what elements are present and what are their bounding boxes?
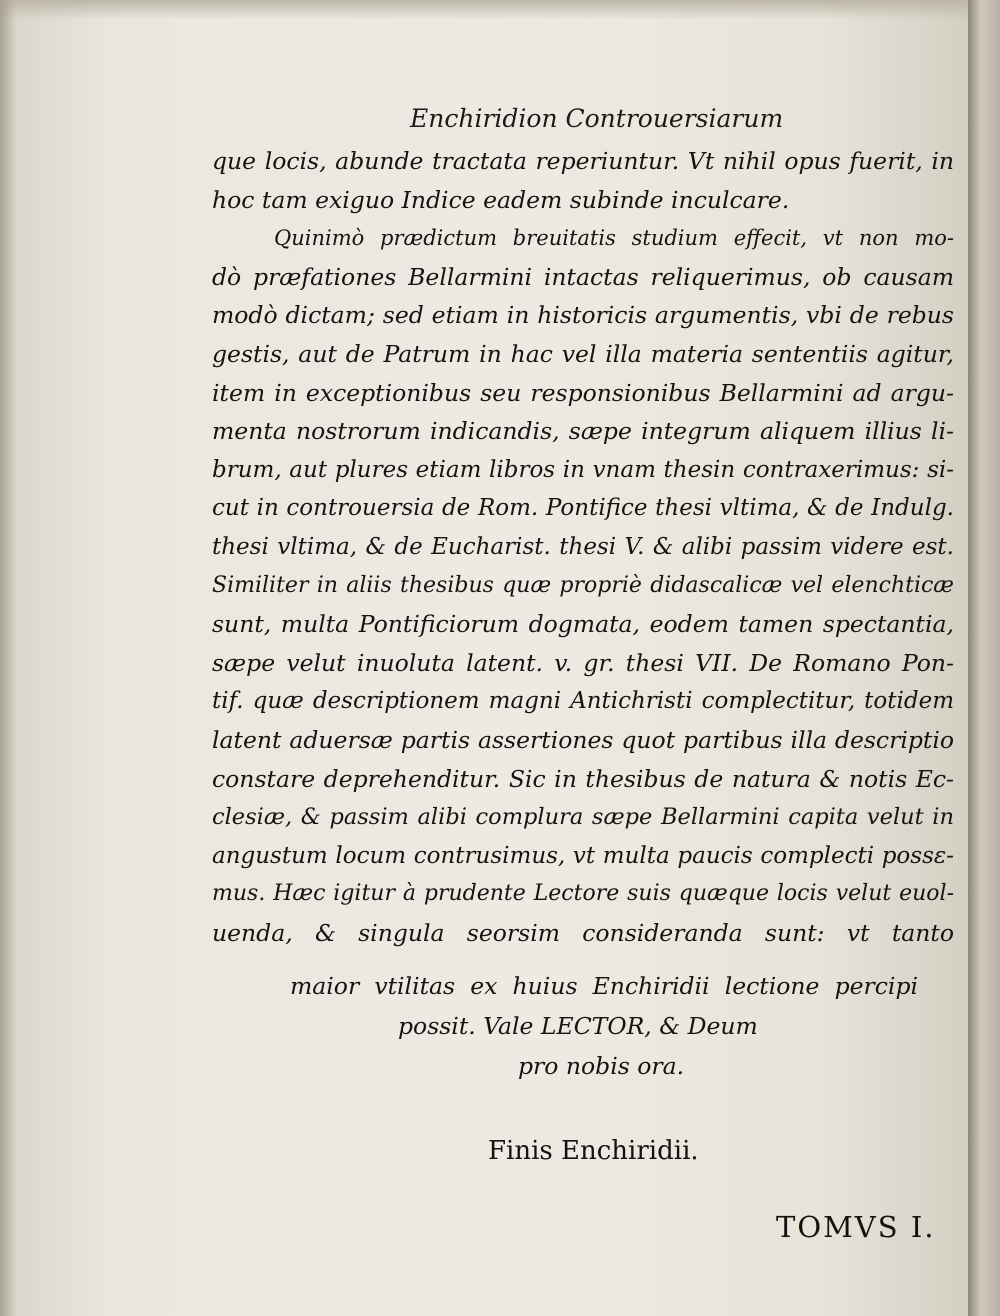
- body-line: clesiæ, & passim alibi complura sæpe Bellarmini capita velut in: [212, 804, 954, 831]
- running-head-text: Enchiridion Controuersiarum: [410, 104, 784, 133]
- body-line: gestis, aut de Patrum in hac vel illa materia sententiis agitur,: [212, 339, 954, 368]
- page-gutter-shadow: [0, 0, 16, 1316]
- body-line: Quinimò prædictum breuitatis studium effecit, vt non mo-: [274, 226, 954, 251]
- body-line: sunt, multa Pontificiorum dogmata, eodem tamen spectantia,: [212, 610, 954, 639]
- catchword: TOMVS I.: [776, 1210, 936, 1244]
- body-line: item in exceptionibus seu responsionibus Bellarmini ad argu-: [212, 378, 954, 407]
- closing-line: pro nobis ora.: [518, 1052, 685, 1080]
- body-line: dò præfationes Bellarmini intactas reliquerimus, ob causam: [212, 262, 954, 291]
- finis-heading: Finis Enchiridii.: [488, 1136, 699, 1166]
- body-line: latent aduersæ partis assertiones quot partibus illa descriptio: [212, 725, 954, 754]
- next-page-edge: [968, 0, 1000, 1316]
- body-line: modò dictam; sed etiam in historicis argumentis, vbi de rebus: [212, 301, 954, 330]
- closing-line: possit. Vale LECTOR, & Deum: [398, 1012, 758, 1040]
- body-line: cut in controuersia de Rom. Pontifice thesi vltima, & de Indulg.: [212, 495, 954, 522]
- closing-line: maior vtilitas ex huius Enchiridii lectione percipi: [290, 972, 918, 1000]
- body-line: constare deprehenditur. Sic in thesibus de natura & notis Ec-: [212, 764, 954, 793]
- body-line: Similiter in aliis thesibus quæ propriè didascalicæ vel elenchticæ: [212, 572, 954, 598]
- body-line: thesi vltima, & de Eucharist. thesi V. & alibi passim videre est.: [212, 533, 954, 560]
- body-line: mus. Hæc igitur à prudente Lectore suis quæque locis velut euol-: [212, 881, 954, 907]
- body-line: menta nostrorum indicandis, sæpe integrum aliquem illius li-: [212, 417, 954, 446]
- body-line: que locis, abunde tractata reperiuntur. Vt nihil opus fuerit, in: [212, 147, 954, 175]
- body-line: sæpe velut inuoluta latent. v. gr. thesi VII. De Romano Pon-: [212, 648, 954, 677]
- body-line: uenda, & singula seorsim consideranda sunt: vt tanto: [212, 918, 954, 947]
- body-line: tif. quæ descriptionem magni Antichristi complectitur, totidem: [212, 688, 954, 715]
- body-line: brum, aut plures etiam libros in vnam thesin contraxerimus: si-: [212, 456, 954, 483]
- body-line: hoc tam exiguo Indice eadem subinde inculcare.: [212, 185, 790, 214]
- body-text: [212, 142, 954, 952]
- body-line: angustum locum contrusimus, vt multa paucis complecti possε-: [212, 842, 954, 869]
- page-top-shadow: [0, 0, 968, 20]
